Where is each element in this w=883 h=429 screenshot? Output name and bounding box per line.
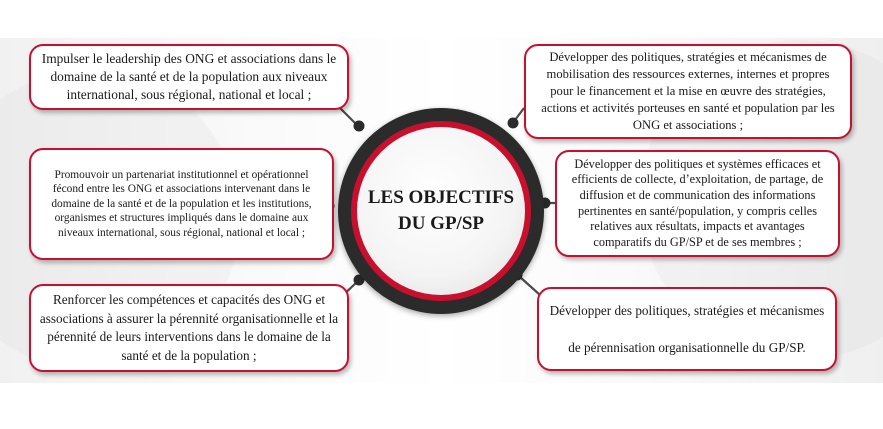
objective-box-right-3 [537,287,837,371]
line-gap [550,322,825,336]
connector-node-right-top [508,118,519,129]
objective-box-left-3 [29,284,349,372]
connector-left-top [340,108,356,124]
objective-box-right-2 [555,150,840,257]
center-title-line-1: LES OBJECTIFS [367,187,515,208]
objective-text: Développer des politiques, stratégies et mécanismes de mobilisation des ressources externes, internes et propres pour le financement et la mise en œuvre des stratégies, actions et activités porteuses en santé et population par les ONG et associations ; [541,50,835,132]
connector-right-bottom [520,277,540,295]
center-circle [357,127,525,295]
objective-box-left-1 [29,44,349,110]
objective-text: Impulser le leadership des ONG et associations dans le domaine de la santé et de la population aux niveaux international, sous régional, national et local ; [41,51,337,102]
objective-text-line-1: Développer des politiques, stratégies et mécanismes [549,303,825,318]
objective-text: Renforcer les compétences et capacités des ONG et associations à assurer la pérennité organisationnelle et la pérennité de leurs interventions dans le domaine de la santé et de la population ; [39,292,339,363]
connector-right-top [515,108,524,120]
center-title-line-2: DU GP/SP [397,213,485,234]
objective-box-left-2 [29,148,334,260]
objective-text: Promouvoir un partenariat institutionnel et opérationnel fécond entre les ONG et associations intervenant dans le domaine de la santé et de la population et les institutions, organismes et structures impliqués dans le domaine aux niveaux international, sous régional, national et local ; [51,168,312,239]
objective-text-line-2: de pérennisation organisationnelle du GP/SP. [568,340,806,355]
connector-node-left-top [354,121,365,132]
objective-text: Développer des politiques et systèmes efficaces et efficients de collecte, d’exploitation, de partage, de diffusion et de communication des informations pertinentes en santé/population, y compris celles relatives aux résultats, impacts et avantages comparatifs du GP/SP et de ses membres ; [571,156,824,249]
objective-box-right-1 [524,44,852,139]
